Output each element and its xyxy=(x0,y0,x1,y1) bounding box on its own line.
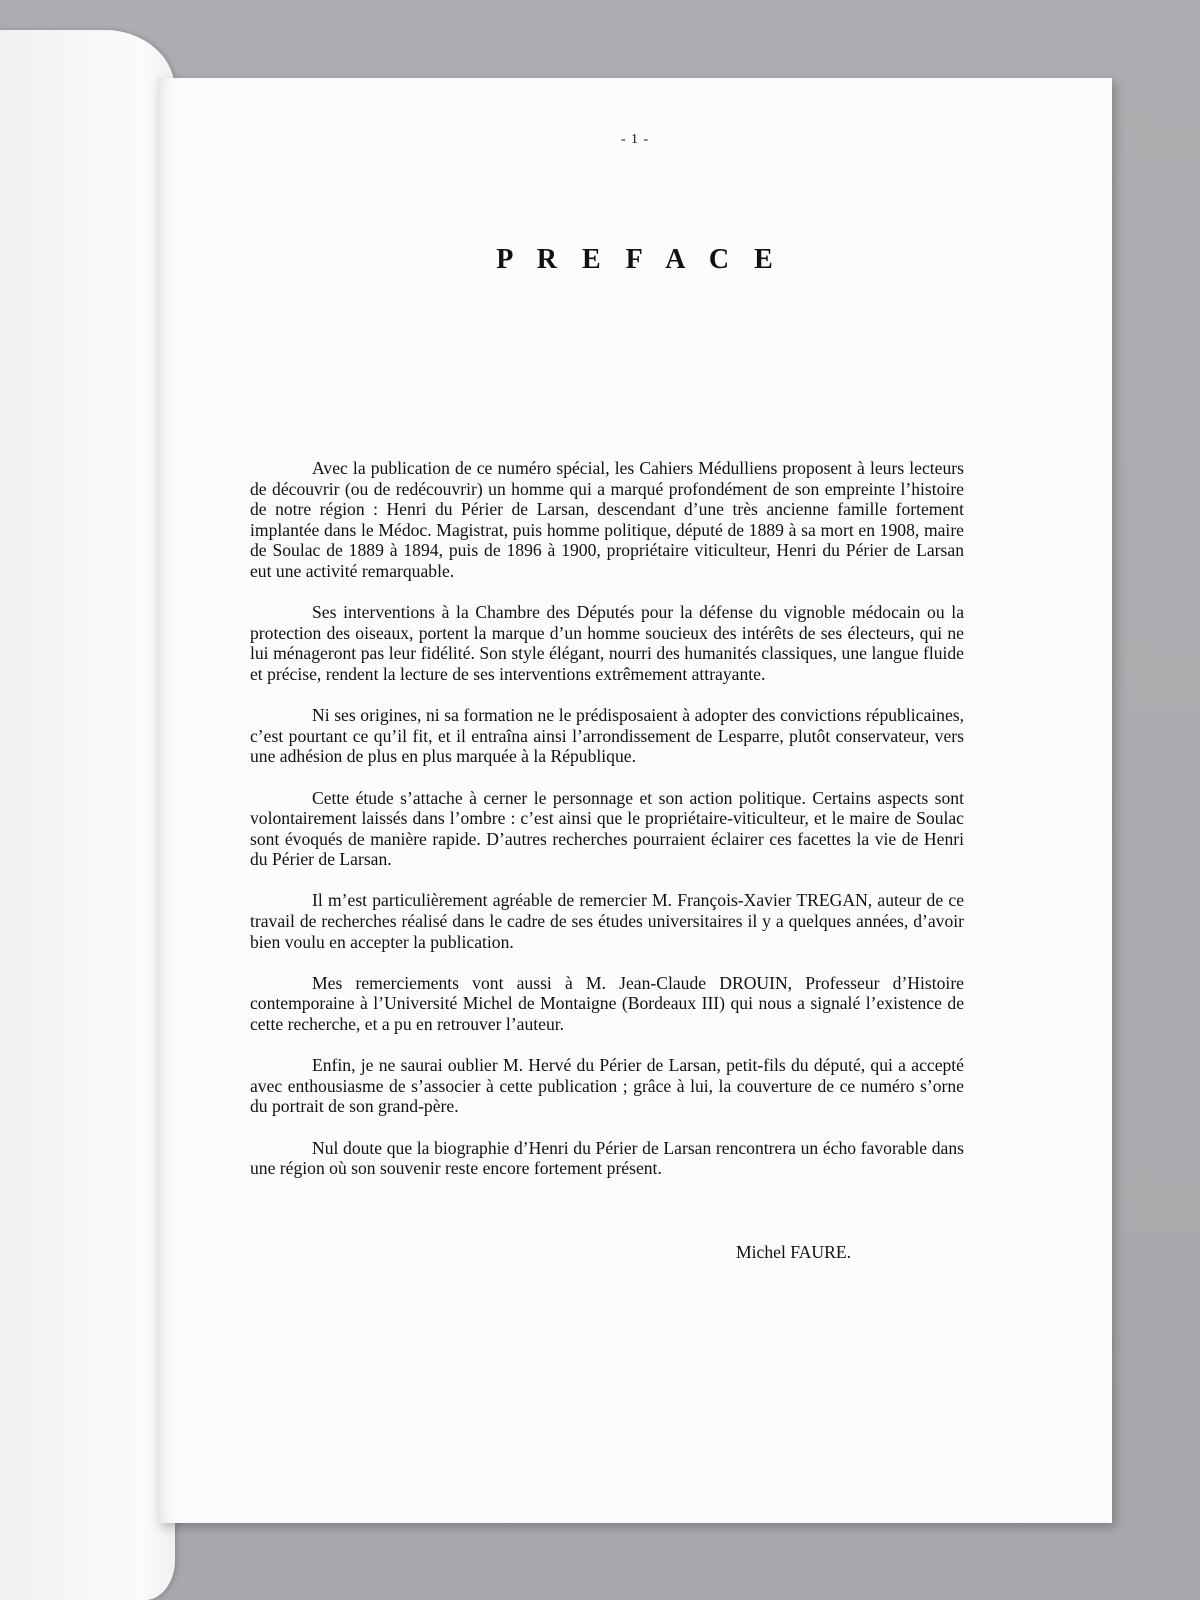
paragraph: Avec la publication de ce numéro spécial, les Cahiers Médulliens proposent à leurs lecteurs de découvrir (ou de redécouvrir) un homme qui a marqué profondément de son empreinte l’histoire de notre région : Henri du Périer de Larsan, descendant d’une très ancienne famille fortement implantée dans le Médoc. Magistrat, puis homme politique, député de 1889 à sa mort en 1908, maire de Soulac de 1889 à 1894, puis de 1896 à 1900, propriétaire viticulteur, Henri du Périer de Larsan eut une activité remarquable. xyxy=(250,458,964,581)
paragraph: Nul doute que la biographie d’Henri du Périer de Larsan rencontrera un écho favorable dans une région où son souvenir reste encore fortement présent. xyxy=(250,1137,964,1179)
paragraph: Cette étude s’attache à cerner le personnage et son action politique. Certains aspects sont volontairement laissés dans l’ombre : c’est ainsi que le propriétaire-viticulteur, et le maire de Soulac sont évoqués de manière rapide. D’autres recherches pourraient éclairer ces facettes la vie de Henri du Périer de Larsan. xyxy=(250,787,964,870)
paragraph: Mes remerciements vont aussi à M. Jean-Claude DROUIN, Professeur d’Histoire contemporaine à l’Université Michel de Montaigne (Bordeaux III) qui nous a signalé l’existence de cette recherche, et a pu en retrouver l’auteur. xyxy=(250,972,964,1035)
paragraph: Ses interventions à la Chambre des Députés pour la défense du vignoble médocain ou la protection des oiseaux, portent la marque d’un homme soucieux des intérêts de ses électeurs, qui ne lui ménageront pas leur fidélité. Son style élégant, nourri des humanités classiques, une langue fluide et précise, rendent la lecture de ses interventions extrêmement attrayante. xyxy=(250,602,964,684)
paragraph: Enfin, je ne saurai oublier M. Hervé du Périer de Larsan, petit-fils du député, qui a accepté avec enthousiasme de s’associer à cette publication ; grâce à lui, la couverture de ce numéro s’orne du portrait de son grand-père. xyxy=(250,1055,964,1117)
page-title: P R E F A C E xyxy=(496,244,782,275)
paragraph: Il m’est particulièrement agréable de remercier M. François-Xavier TREGAN, auteur de ce travail de recherches réalisé dans le cadre de ses études universitaires il y a quelques années, d’avoir bien voulu en accepter la publication. xyxy=(250,890,964,952)
page-number: - 1 - xyxy=(620,132,650,147)
paragraph: Ni ses origines, ni sa formation ne le prédisposaient à adopter des convictions républicaines, c’est pourtant ce qu’il fit, et il entraîna ainsi l’arrondissement de Lesparre, plutôt conservateur, vers une adhésion de plus en plus marquée à la République. xyxy=(250,705,964,767)
document-page xyxy=(158,78,1112,1523)
left-page-edge xyxy=(0,30,175,1600)
preface-body xyxy=(250,458,964,1179)
signature: Michel FAURE. xyxy=(736,1242,852,1262)
